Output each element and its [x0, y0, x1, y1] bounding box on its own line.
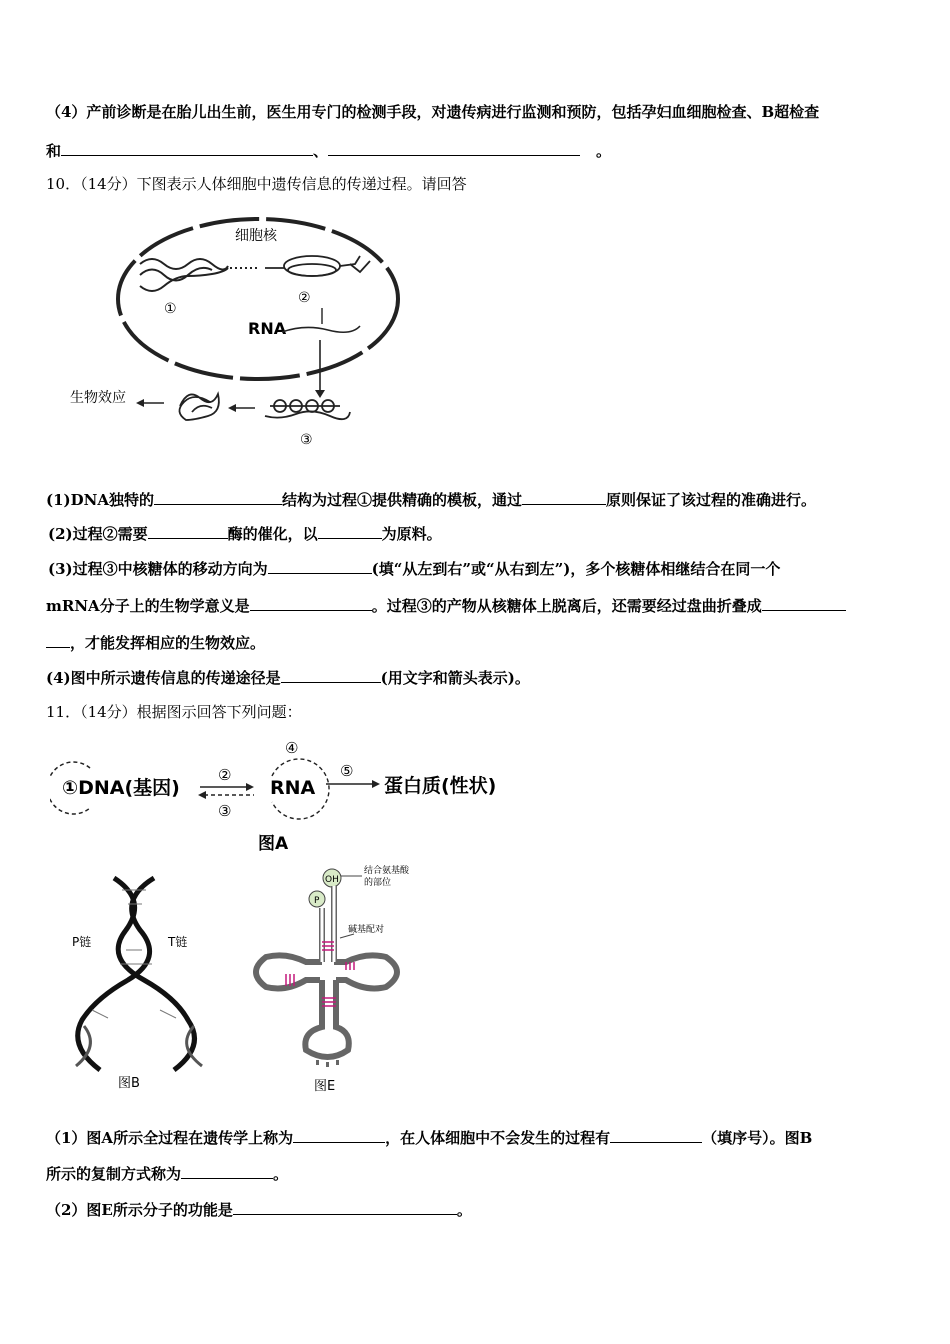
q10-s2-text: 为原料。: [381, 525, 442, 543]
answer-blank[interactable]: [293, 1128, 385, 1143]
fige-aa-site-line2: 的部位: [364, 878, 392, 888]
gene-expression-figure: [60, 206, 410, 456]
figa-label-3: ③: [218, 802, 232, 820]
figb-t-chain: T链: [168, 935, 188, 949]
rna-label: RNA: [248, 319, 287, 338]
answer-blank[interactable]: [154, 490, 282, 505]
rna-strand: [282, 326, 360, 332]
ribosome-chain-icon: [265, 400, 350, 419]
figa-label-2: ②: [218, 766, 232, 784]
q10-s2-text: (2)过程②需要: [48, 525, 148, 543]
fige-base-pair-label: 碱基配对: [348, 925, 385, 935]
q10-sub3: [48, 559, 780, 579]
q11-s1-text: 。: [273, 1165, 289, 1183]
nucleus-label: 细胞核: [235, 228, 277, 244]
answer-blank[interactable]: [46, 633, 70, 648]
figa-protein-label: 蛋白质(性状): [384, 775, 497, 797]
arrowhead-icon: [315, 390, 325, 398]
q10-sub2: [48, 524, 442, 544]
figa-dna-label: ①DNA(基因): [62, 777, 180, 799]
answer-blank[interactable]: [181, 1164, 273, 1179]
label-process-2: ②: [298, 290, 311, 306]
figa-label-4: ④: [285, 739, 299, 757]
q10-sub1: [46, 490, 816, 510]
q11-s1-text: （1）图A所示全过程在遗传学上称为: [46, 1129, 294, 1147]
q11-s1-text: ，在人体细胞中不会发生的过程有: [385, 1129, 611, 1147]
q11-heading: 11．（14分）根据图示回答下列问题：: [46, 703, 302, 721]
answer-blank[interactable]: [762, 596, 846, 611]
label-process-3: ③: [300, 432, 313, 448]
q9-line1: （4）产前诊断是在胎儿出生前，医生用专门的检测手段，对遗传病进行监测和预防，包括孕妇血细胞检查、B超检查: [46, 103, 820, 121]
q10-s3-text: (填“从左到右”或“从右到左”)，多个核糖体相继结合在同一个: [371, 560, 781, 578]
q10-s4-text: (用文字和箭头表示)。: [380, 669, 530, 687]
q11-sub2: [46, 1200, 472, 1220]
q10-s3-text: (3)过程③中核糖体的移动方向为: [48, 560, 268, 578]
q9-line2: [46, 141, 611, 161]
q10-sub4: [46, 668, 530, 688]
folded-protein-icon: [179, 394, 218, 420]
effect-label: 生物效应: [70, 390, 126, 406]
answer-blank[interactable]: [233, 1200, 457, 1215]
q10-sub3-cont: [46, 596, 846, 616]
answer-blank[interactable]: [281, 668, 381, 683]
q11-s1-text: 所示的复制方式称为: [46, 1165, 182, 1183]
answer-blank[interactable]: [328, 141, 580, 156]
q10-s3-text: mRNA分子上的生物学意义是: [46, 597, 250, 615]
fige-oh-label: OH: [325, 875, 339, 885]
figa-rna-label: RNA: [270, 777, 316, 799]
q11-s2-text: （2）图E所示分子的功能是: [46, 1201, 233, 1219]
q10-s1-text: 结构为过程①提供精确的模板，通过: [282, 491, 523, 509]
figb-p-chain: P链: [72, 935, 92, 949]
figb-caption: 图B: [118, 1076, 140, 1091]
q9-text-sep: 、: [313, 142, 329, 160]
figa-caption: 图A: [258, 834, 289, 854]
q11-sub1: [46, 1128, 812, 1148]
answer-blank[interactable]: [610, 1128, 702, 1143]
dna-double-helix-icon: [78, 878, 195, 1070]
fige-caption: 图E: [314, 1079, 336, 1094]
q10-s2-text: 酶的催化，以: [227, 525, 318, 543]
figa-label-5: ⑤: [340, 762, 354, 780]
q11-sub1-cont: [46, 1164, 288, 1184]
q10-sub3-end: [46, 633, 265, 653]
figure-e: [236, 862, 436, 1094]
q9-text-he: 和: [46, 142, 62, 160]
arrowhead-icon: [372, 780, 380, 788]
q10-heading: 10．（14分）下图表示人体细胞中遗传信息的传递过程。请回答: [46, 175, 467, 193]
answer-blank[interactable]: [250, 596, 372, 611]
transcription-bubble-icon: [265, 256, 370, 276]
q10-s3-text: 。过程③的产物从核糖体上脱离后，还需要经过盘曲折叠成: [371, 597, 762, 615]
arrowhead-icon: [228, 404, 236, 412]
q10-s4-text: (4)图中所示遗传信息的传递途径是: [46, 669, 281, 687]
arrowhead-icon: [246, 783, 254, 791]
q11-s2-text: 。: [456, 1201, 472, 1219]
q10-s3-text: ，才能发挥相应的生物效应。: [70, 634, 266, 652]
answer-blank[interactable]: [268, 559, 372, 574]
fige-aa-site-line1: 结合氨基酸: [364, 866, 410, 876]
anticodon-marks: [316, 1060, 339, 1067]
answer-blank[interactable]: [318, 524, 382, 539]
figure-a: [50, 732, 550, 862]
arrowhead-icon: [198, 791, 206, 799]
figure-b: [56, 870, 226, 1095]
fige-p-label: P: [314, 896, 320, 906]
q11-s1-text: （填序号）。图B: [702, 1129, 813, 1147]
q10-s1-text: 原则保证了该过程的准确进行。: [606, 491, 817, 509]
answer-blank[interactable]: [522, 490, 606, 505]
trna-cloverleaf-icon: [256, 886, 397, 1057]
answer-blank[interactable]: [61, 141, 313, 156]
label-process-1: ①: [164, 301, 177, 317]
arrowhead-icon: [136, 399, 144, 407]
q10-s1-text: (1)DNA独特的: [46, 491, 154, 509]
q9-text-end: 。: [596, 142, 612, 160]
answer-blank[interactable]: [148, 524, 228, 539]
dna-helix-icon: [140, 259, 260, 291]
